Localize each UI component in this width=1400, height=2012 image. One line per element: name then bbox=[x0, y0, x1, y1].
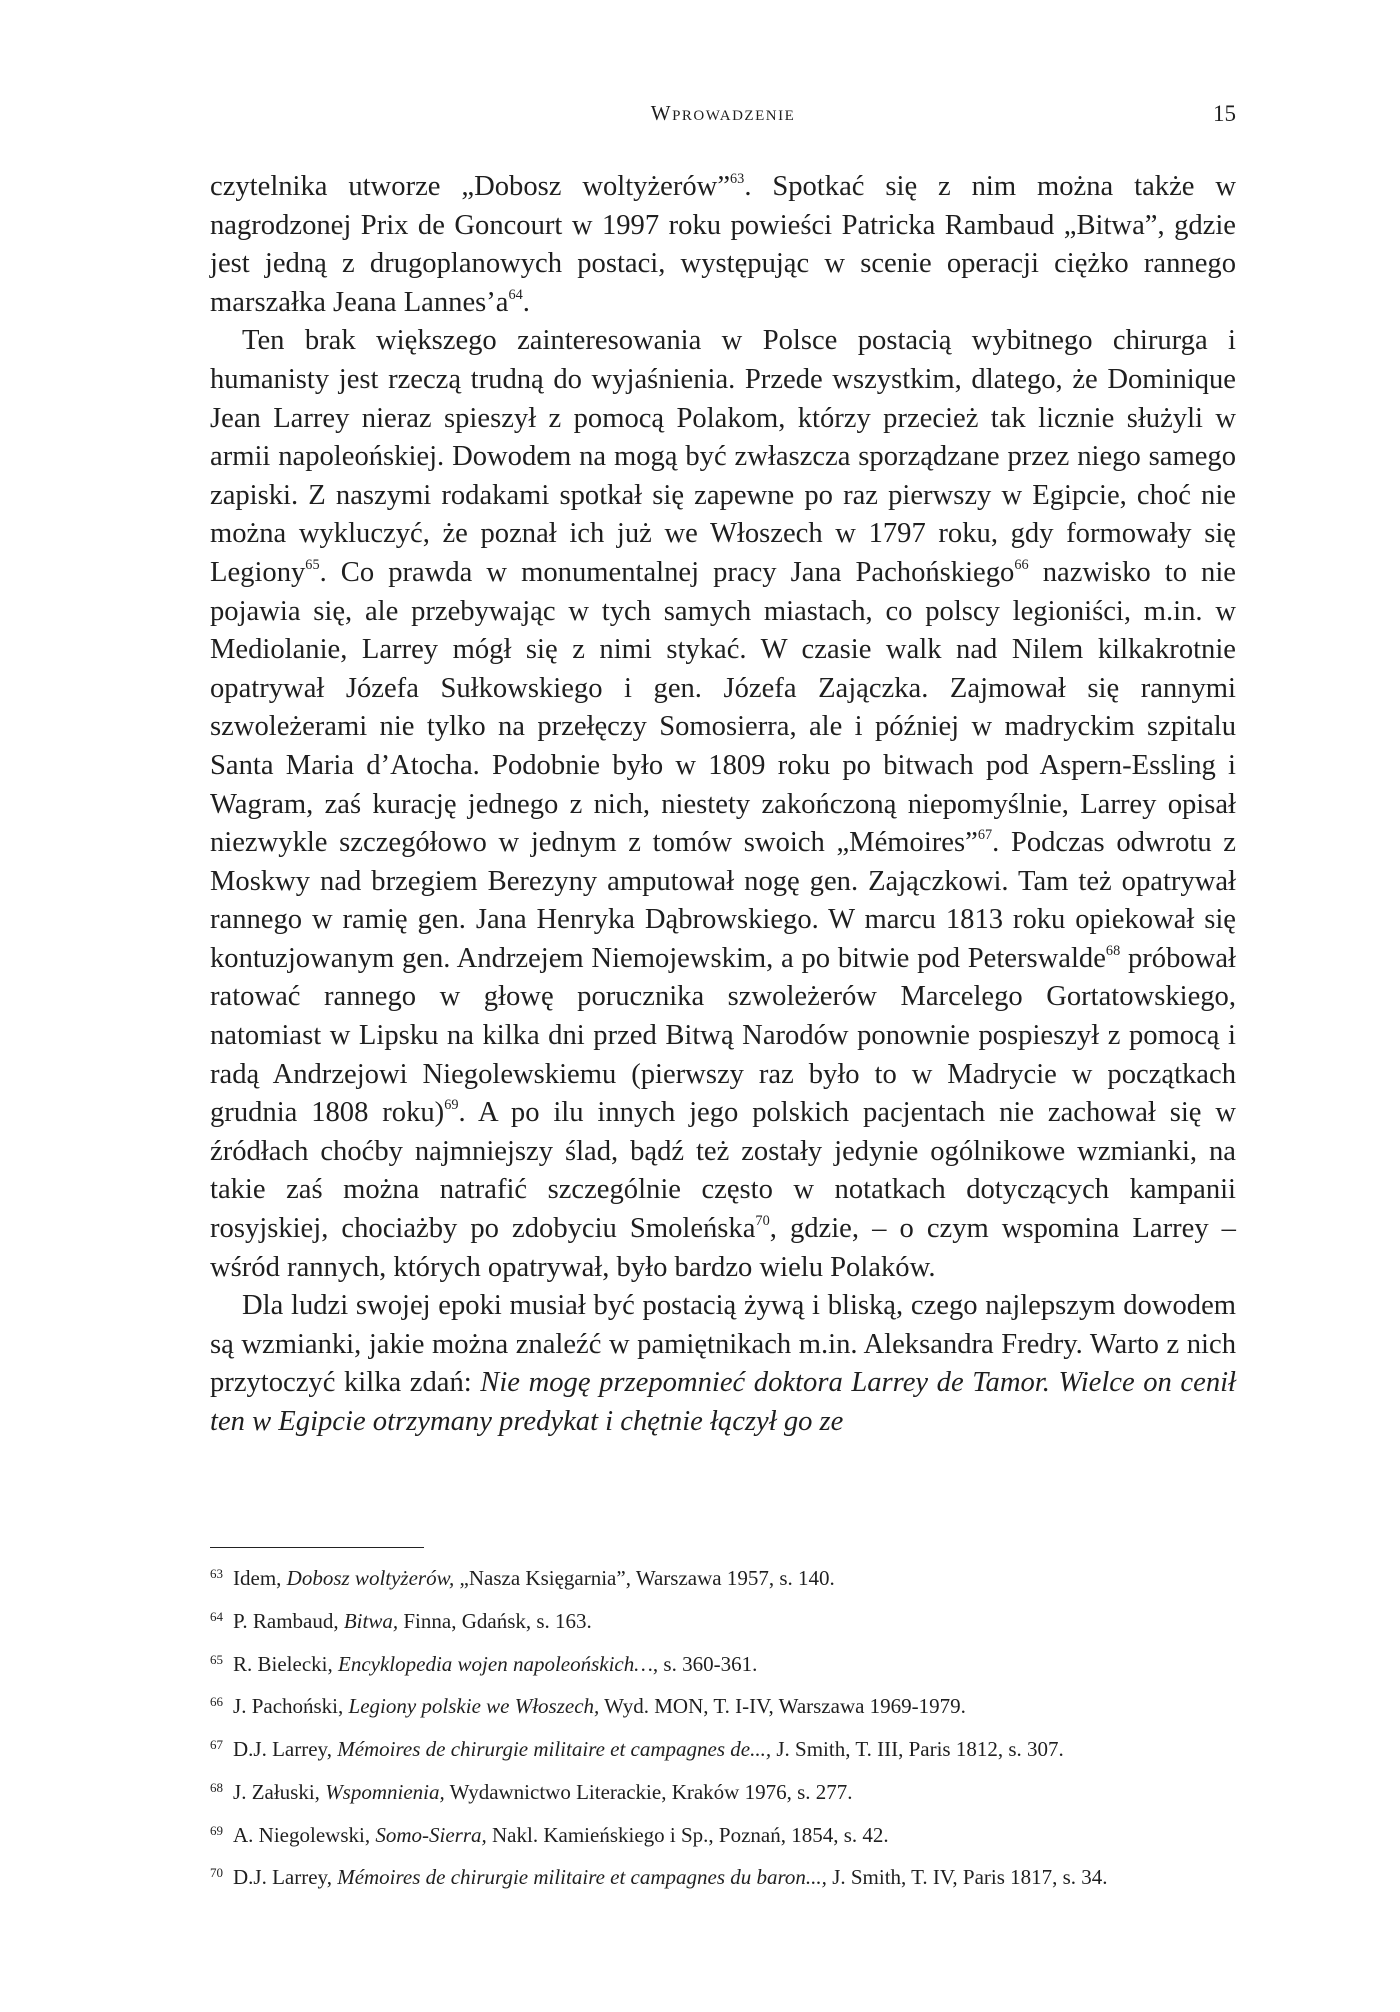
paragraph-3 bbox=[210, 1287, 1236, 1441]
footnote-text: D.J. Larrey, bbox=[233, 1865, 338, 1890]
footnote-ref: 66 bbox=[1014, 556, 1029, 573]
text-run: próbował ratować rannego w głowę porucznika szwoleżerów Marcelego Gortatowskiego, natomiast w Lipsku na kilka dni przed Bitwą Narodów ponownie pospieszył z pomocą i radą Andrzejowi Niegolewskiemu (pierwszy raz było to w Madrycie w początkach grudnia 1808 roku) bbox=[210, 942, 1236, 1129]
running-title: Wprowadzenie bbox=[650, 101, 796, 125]
footnote-title: Somo-Sierra, bbox=[375, 1822, 487, 1847]
footnote-title: Encyklopedia wojen napoleońskich… bbox=[338, 1651, 653, 1676]
footnote-number: 66 bbox=[210, 1694, 224, 1710]
footnote-text: J. Smith, T. III, Paris 1812, s. 307. bbox=[771, 1737, 1064, 1762]
footnote-text: J. Smith, T. IV, Paris 1817, s. 34. bbox=[826, 1865, 1108, 1890]
footnote bbox=[210, 1812, 1236, 1855]
footnote-title: Legiony polskie we Włoszech, bbox=[348, 1694, 600, 1719]
footnote-ref: 68 bbox=[1105, 942, 1121, 959]
text-run: . A po ilu innych jego polskich pacjentach nie zachował się w źródłach choćby najmniejszy ślad, bądź też zostały jedynie ogólnikowe wzmianki, na takie zaś można natrafić szczególnie często w notatkach dotyczących kampanii rosyjskiej, chociażby po zdobyciu Smoleńska bbox=[210, 1097, 1236, 1245]
footnote-number: 64 bbox=[210, 1608, 224, 1624]
paragraph-2 bbox=[210, 322, 1236, 1287]
text-run: . Podczas odwrotu z Moskwy nad brzegiem Berezyny amputował nogę gen. Zajączkowi. Tam też opatrywał rannego w ramię gen. Jana Henryka Dąbrowskiego. W marcu 1813 roku opiekował się kontuzjowanym gen. Andrzejem Niemojewskim, a po bitwie pod Peterswalde bbox=[210, 827, 1236, 974]
footnote-ref: 63 bbox=[730, 170, 745, 187]
footnote-ref: 64 bbox=[508, 286, 523, 303]
footnote-number: 65 bbox=[210, 1651, 224, 1667]
footnote-text: Wyd. MON, T. I-IV, Warszawa 1969-1979. bbox=[599, 1694, 966, 1719]
text-run: . Spotkać się z nim można także w nagrodzonej Prix de Goncourt w 1997 roku powieści Patricka Rambaud „Bitwa”, gdzie jest jedną z drugoplanowych postaci, występując w scenie operacji ciężko rannego marszałka Jeana Lannes’a bbox=[210, 171, 1236, 318]
footnote-text: „Nasza Księgarnia”, Warszawa 1957, s. 140. bbox=[454, 1566, 835, 1591]
footnote bbox=[210, 1854, 1236, 1897]
footnote-text: Wydawnictwo Literackie, Kraków 1976, s. 277. bbox=[444, 1779, 853, 1804]
footnote-text: J. Załuski, bbox=[233, 1779, 326, 1804]
footnote-ref: 67 bbox=[977, 826, 993, 843]
footnote bbox=[210, 1683, 1236, 1726]
footnote-number: 63 bbox=[210, 1566, 224, 1581]
paragraph-1 bbox=[210, 168, 1236, 322]
quotation: Nie mogę przepomnieć doktora Larrey de Tamor. Wielce on cenił ten w Egipcie otrzymany predykat i chętnie łączył go ze bbox=[210, 1367, 1237, 1437]
footnote-title: Dobosz woltyżerów, bbox=[286, 1566, 455, 1591]
footnotes bbox=[210, 1555, 1236, 1897]
footnote-title: Wspomnienia, bbox=[325, 1779, 445, 1804]
footnote-ref: 70 bbox=[755, 1212, 770, 1229]
page-number: 15 bbox=[1213, 101, 1236, 126]
body-text bbox=[210, 168, 1236, 1442]
footnote-number: 69 bbox=[210, 1822, 224, 1838]
footnote-text: Idem, bbox=[233, 1566, 287, 1591]
footnote-text: , s. 360-361. bbox=[652, 1651, 758, 1676]
text-run: . bbox=[522, 286, 530, 318]
footnote-text: P. Rambaud, bbox=[233, 1608, 344, 1633]
footnote-title: Bitwa, bbox=[343, 1608, 399, 1633]
text-run: czytelnika utworze „Dobosz woltyżerów” bbox=[210, 171, 731, 202]
footnote bbox=[210, 1555, 1236, 1598]
text-run: Ten brak większego zainteresowania w Polsce postacią wybitnego chirurga i humanisty jest rzeczą trudną do wyjaśnienia. Przede wszystkim, dlatego, że Dominique Jean Larrey nieraz spieszył z pomocą Polakom, którzy przecież tak licznie służyli w armii napoleońskiej. Dowodem na mogą być zwłaszcza sporządzane przez niego samego zapiski. Z naszymi rodakami spotkał się zapewne po raz pierwszy w Egipcie, choć nie można wykluczyć, że poznał ich już we Włoszech w 1797 roku, gdy formowały się Legiony bbox=[210, 325, 1236, 588]
footnote-number: 70 bbox=[210, 1865, 224, 1881]
footnote bbox=[210, 1769, 1236, 1812]
text-run: nazwisko to nie pojawia się, ale przebywając w tych samych miastach, co polscy legioniści, m.in. w Mediolanie, Larrey mógł się z nimi stykać. W czasie walk nad Nilem kilkakrotnie opatrywał Józefa Sułkowskiego i gen. Józefa Zajączka. Zajmował się rannymi szwoleżerami nie tylko na przełęczy Somosierra, ale i później w madryckim szpitalu Santa Maria d’Atocha. Podobnie było w 1809 roku po bitwach pod Aspern-Essling i Wagram, zaś kurację jednego z nich, niestety zakończoną niepomyślnie, Larrey opisał niezwykle szczegółowo w jednym z tomów swoich „Mémoires” bbox=[210, 556, 1236, 859]
footnote-ref: 69 bbox=[444, 1097, 459, 1114]
footnote bbox=[210, 1726, 1236, 1769]
text-run: . Co prawda w monumentalnej pracy Jana Pachońskiego bbox=[319, 556, 1015, 588]
footnote-divider bbox=[210, 1547, 424, 1548]
text-run: Dla ludzi swojej epoki musiał być postacią żywą i bliską, czego najlepszym dowodem są wzmianki, jakie można znaleźć w pamiętnikach m.in. Aleksandra Fredry. Warto z nich przytoczyć kilka zdań: bbox=[210, 1290, 1236, 1399]
footnote-text: Finna, Gdańsk, s. 163. bbox=[398, 1608, 592, 1633]
footnote-text: A. Niegolewski, bbox=[233, 1822, 376, 1847]
footnote-title: Mémoires de chirurgie militaire et campagnes du baron..., bbox=[337, 1865, 827, 1890]
running-head bbox=[210, 101, 1236, 137]
text-run: , gdzie, – o czym wspomina Larrey – wśród rannych, których opatrywał, było bardzo wielu Polaków. bbox=[210, 1213, 1236, 1283]
footnote-number: 67 bbox=[210, 1737, 224, 1752]
footnote bbox=[210, 1641, 1236, 1684]
footnote-text: D.J. Larrey, bbox=[233, 1737, 338, 1762]
footnote-text: Nakl. Kamieńskiego i Sp., Poznań, 1854, s. 42. bbox=[486, 1822, 889, 1847]
footnote-ref: 65 bbox=[305, 556, 320, 573]
footnote-title: Mémoires de chirurgie militaire et campagnes de..., bbox=[337, 1737, 772, 1762]
footnote bbox=[210, 1598, 1236, 1641]
footnote-text: R. Bielecki, bbox=[233, 1651, 338, 1676]
footnote-number: 68 bbox=[210, 1779, 224, 1795]
footnote-text: J. Pachoński, bbox=[233, 1694, 349, 1719]
